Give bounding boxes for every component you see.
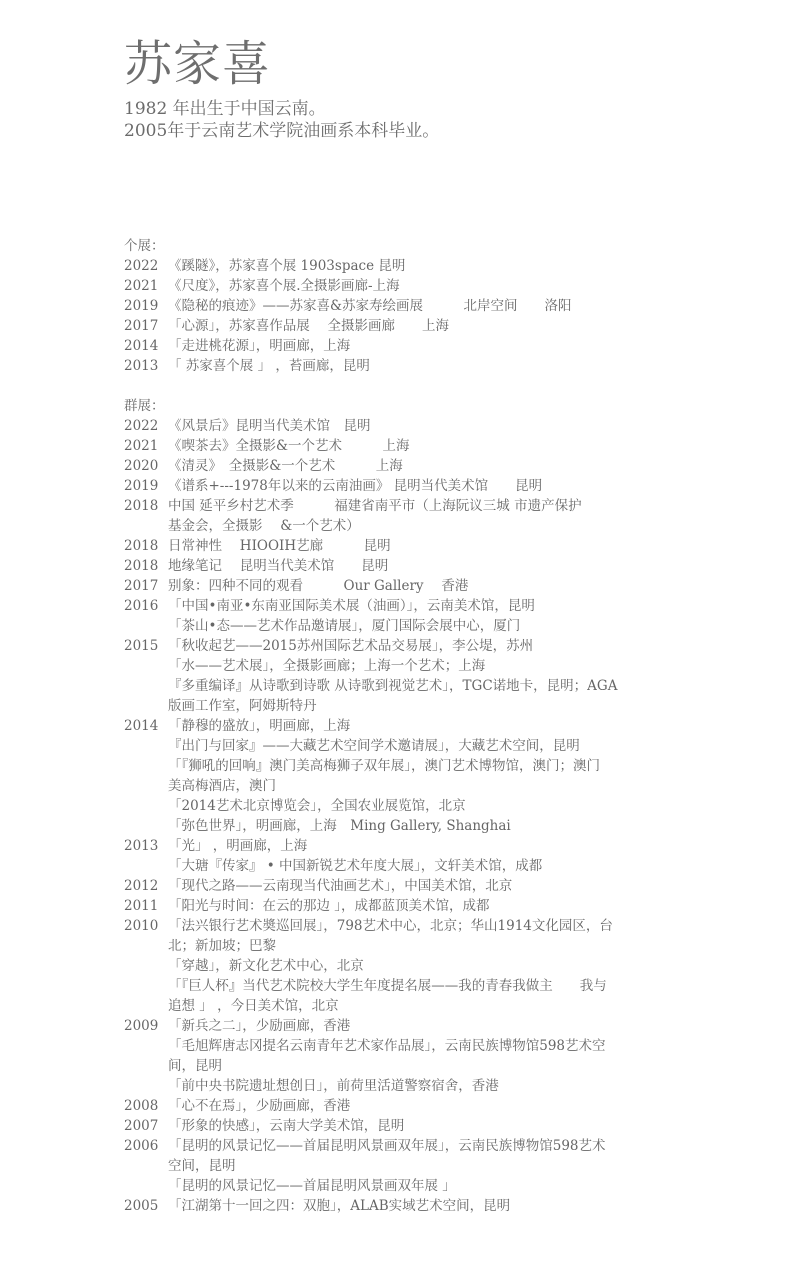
exhibition-line: 「现代之路——云南现当代油画艺术」，中国美术馆，北京 xyxy=(168,878,513,894)
exhibition-line: 日常神性 HIOOIH艺廊 昆明 xyxy=(168,538,391,554)
exhibition-year: 2013 xyxy=(124,838,159,854)
exhibition-details xyxy=(168,456,724,476)
exhibition-year: 2010 xyxy=(124,918,159,934)
exhibition-line: 「江湖第十一回之四：双胞」，ALAB实域艺术空间，昆明 xyxy=(168,1198,511,1214)
exhibition-line: 「毛旭辉唐志冈提名云南青年艺术家作品展」，云南民族博物馆598艺术空 xyxy=(168,1038,606,1054)
exhibition-details xyxy=(168,716,724,836)
exhibition-year: 2012 xyxy=(124,878,159,894)
exhibition-entry xyxy=(124,536,724,556)
exhibition-details xyxy=(168,256,724,276)
exhibition-year: 2006 xyxy=(124,1138,159,1154)
exhibition-line: 「心源」，苏家喜作品展 全摄影画廊 上海 xyxy=(168,318,450,334)
exhibition-line: 「水——艺术展」，全摄影画廊；上海一个艺术；上海 xyxy=(168,658,486,674)
exhibition-details xyxy=(168,436,724,456)
exhibition-line: 地缘笔记 昆明当代美术馆 昆明 xyxy=(168,558,389,574)
exhibition-entry xyxy=(124,716,724,836)
exhibition-year: 2021 xyxy=(124,438,159,454)
exhibition-details xyxy=(168,1116,724,1136)
exhibition-details xyxy=(168,1016,724,1096)
exhibition-line: 基金会，全摄影 &一个艺术） xyxy=(168,518,360,534)
exhibition-details xyxy=(168,916,724,1016)
exhibition-line: 「『狮吼的回响』澳门美高梅狮子双年展」，澳门艺术博物馆，澳门；澳门 xyxy=(168,758,600,774)
exhibition-details xyxy=(168,836,724,876)
exhibition-details xyxy=(168,556,724,576)
exhibition-entry xyxy=(124,1116,724,1136)
exhibition-entry xyxy=(124,1096,724,1116)
exhibition-line: 「形象的快感」，云南大学美术馆，昆明 xyxy=(168,1118,405,1134)
exhibition-line: 《风景后》昆明当代美术馆 昆明 xyxy=(168,418,371,434)
exhibition-year: 2020 xyxy=(124,458,159,474)
exhibition-details xyxy=(168,356,724,376)
exhibition-year: 2017 xyxy=(124,318,159,334)
exhibition-details xyxy=(168,1096,724,1116)
exhibition-year: 2007 xyxy=(124,1118,159,1134)
exhibition-line: 「穿越」，新文化艺术中心，北京 xyxy=(168,958,364,974)
exhibition-year: 2018 xyxy=(124,498,159,514)
group-heading: 群展： xyxy=(124,398,165,414)
exhibition-year: 2009 xyxy=(124,1018,159,1034)
exhibition-line: 「昆明的风景记忆——首届昆明风景画双年展 」 xyxy=(168,1178,456,1194)
exhibition-entry xyxy=(124,596,724,636)
exhibition-line: 「昆明的风景记忆——首届昆明风景画双年展」，云南民族博物馆598艺术 xyxy=(168,1138,606,1154)
exhibition-entry xyxy=(124,416,724,436)
exhibition-details xyxy=(168,876,724,896)
exhibition-line: 「秋收起艺——2015苏州国际艺术品交易展」，李公堤，苏州 xyxy=(168,638,534,654)
exhibition-entry xyxy=(124,576,724,596)
exhibition-entry xyxy=(124,276,724,296)
exhibition-year: 2005 xyxy=(124,1198,159,1214)
exhibition-details xyxy=(168,296,724,316)
exhibition-line: 中国 延平乡村艺术季 福建省南平市（上海阮议三城 市遗产保护 xyxy=(168,498,582,514)
artist-name: 苏家喜 xyxy=(124,36,272,92)
bio-line-education: 2005年于云南艺术学院油画系本科毕业。 xyxy=(124,121,440,141)
exhibition-entry xyxy=(124,436,724,456)
exhibition-year: 2008 xyxy=(124,1098,159,1114)
bio-line-birth: 1982 年出生于中国云南。 xyxy=(124,99,326,119)
exhibition-year: 2016 xyxy=(124,598,159,614)
exhibition-line: 间，昆明 xyxy=(168,1058,222,1074)
exhibition-line: 追想 」 ，今日美术馆，北京 xyxy=(168,998,339,1014)
exhibition-details xyxy=(168,276,724,296)
exhibition-line: 「静穆的盛放」，明画廊，上海 xyxy=(168,718,351,734)
exhibition-entry xyxy=(124,636,724,716)
exhibition-line: 「中国•南亚•东南亚国际美术展（油画）」，云南美术馆，昆明 xyxy=(168,598,535,614)
exhibition-entry xyxy=(124,556,724,576)
exhibition-line: 『多重编译』从诗歌到诗歌 从诗歌到视觉艺术」，TGC诺地卡，昆明；AGA xyxy=(168,678,618,694)
exhibition-year: 2018 xyxy=(124,538,159,554)
exhibition-line: 《尺度》，苏家喜个展.全摄影画廊-上海 xyxy=(168,278,400,294)
exhibition-entry xyxy=(124,256,724,276)
exhibition-entry xyxy=(124,356,724,376)
exhibition-line: 「走进桃花源」，明画廊，上海 xyxy=(168,338,351,354)
exhibition-year: 2021 xyxy=(124,278,159,294)
exhibition-line: 《谱系+---1978年以来的云南油画》 昆明当代美术馆 昆明 xyxy=(168,478,543,494)
exhibition-entry xyxy=(124,836,724,876)
exhibition-entry xyxy=(124,476,724,496)
exhibition-line: 《清灵》 全摄影&一个艺术 上海 xyxy=(168,458,403,474)
exhibition-details xyxy=(168,476,724,496)
exhibition-year: 2014 xyxy=(124,338,159,354)
exhibition-line: 「新兵之二」，少励画廊，香港 xyxy=(168,1018,351,1034)
bio xyxy=(124,98,439,142)
exhibition-line: 「 苏家喜个展 」 ，苔画廊，昆明 xyxy=(168,358,370,374)
exhibition-entry xyxy=(124,876,724,896)
exhibition-details xyxy=(168,896,724,916)
exhibition-entry xyxy=(124,316,724,336)
exhibition-year: 2013 xyxy=(124,358,159,374)
exhibition-details xyxy=(168,416,724,436)
exhibition-entry xyxy=(124,456,724,476)
exhibition-details xyxy=(168,536,724,556)
exhibition-entry xyxy=(124,1136,724,1196)
exhibition-entry xyxy=(124,1196,724,1216)
exhibition-line: 美高梅酒店，澳门 xyxy=(168,778,276,794)
exhibition-line: 「茶山•态——艺术作品邀请展」，厦门国际会展中心，厦门 xyxy=(168,618,521,634)
exhibition-line: 《蹊隧》，苏家喜个展 1903space 昆明 xyxy=(168,258,406,274)
exhibition-line: 「2014艺术北京博览会」，全国农业展览馆，北京 xyxy=(168,798,466,814)
exhibition-line: 《喫茶去》全摄影&一个艺术 上海 xyxy=(168,438,410,454)
exhibition-details xyxy=(168,576,724,596)
exhibition-year: 2019 xyxy=(124,478,159,494)
exhibition-year: 2017 xyxy=(124,578,159,594)
exhibition-details xyxy=(168,596,724,636)
exhibition-year: 2022 xyxy=(124,258,159,274)
exhibition-line: 「法兴银行艺术奬巡回展」，798艺术中心，北京；华山1914文化园区，台 xyxy=(168,918,613,934)
exhibition-details xyxy=(168,1136,724,1196)
exhibition-line: 北；新加坡；巴黎 xyxy=(168,938,276,954)
exhibition-line: 「前中央书院遗址想创日」，前荷里活道警察宿舍，香港 xyxy=(168,1078,499,1094)
exhibition-entry xyxy=(124,336,724,356)
exhibition-details xyxy=(168,316,724,336)
solo-exhibitions xyxy=(124,256,724,376)
exhibition-year: 2015 xyxy=(124,638,159,654)
exhibition-list xyxy=(124,236,724,1216)
exhibition-details xyxy=(168,496,724,536)
exhibition-line: 「弥色世界」，明画廊，上海 Ming Gallery, Shanghai xyxy=(168,818,511,834)
exhibition-line: 「光」 ，明画廊，上海 xyxy=(168,838,308,854)
exhibition-details xyxy=(168,1196,724,1216)
exhibition-year: 2018 xyxy=(124,558,159,574)
exhibition-details xyxy=(168,636,724,716)
exhibition-entry xyxy=(124,296,724,316)
exhibition-year: 2022 xyxy=(124,418,159,434)
exhibition-year: 2014 xyxy=(124,718,159,734)
exhibition-entry xyxy=(124,1016,724,1096)
exhibition-line: 「阳光与时间：在云的那边 」，成都蓝顶美术馆，成都 xyxy=(168,898,490,914)
exhibition-line: 「『巨人杯』当代艺术院校大学生年度提名展——我的青春我做主 我与 xyxy=(168,978,607,994)
exhibition-line: 空间，昆明 xyxy=(168,1158,236,1174)
exhibition-line: 别象：四种不同的观看 Our Gallery 香港 xyxy=(168,578,469,594)
section-spacer xyxy=(124,376,724,396)
exhibition-entry xyxy=(124,496,724,536)
exhibition-line: 「大瑭『传家』 • 中国新锐艺术年度大展」，文轩美术馆，成都 xyxy=(168,858,543,874)
group-exhibitions xyxy=(124,416,724,1216)
exhibition-line: 『出门与回家』——大藏艺术空间学术邀请展」，大藏艺术空间，昆明 xyxy=(168,738,580,754)
exhibition-details xyxy=(168,336,724,356)
exhibition-line: 版画工作室，阿姆斯特丹 xyxy=(168,698,317,714)
exhibition-entry xyxy=(124,916,724,1016)
exhibition-entry xyxy=(124,896,724,916)
exhibition-line: 「心不在焉」，少励画廊，香港 xyxy=(168,1098,351,1114)
exhibition-year: 2011 xyxy=(124,898,159,914)
solo-heading: 个展： xyxy=(124,238,165,254)
exhibition-line: 《隐秘的痕迹》——苏家喜&苏家寿绘画展 北岸空间 洛阳 xyxy=(168,298,572,314)
exhibition-year: 2019 xyxy=(124,298,159,314)
